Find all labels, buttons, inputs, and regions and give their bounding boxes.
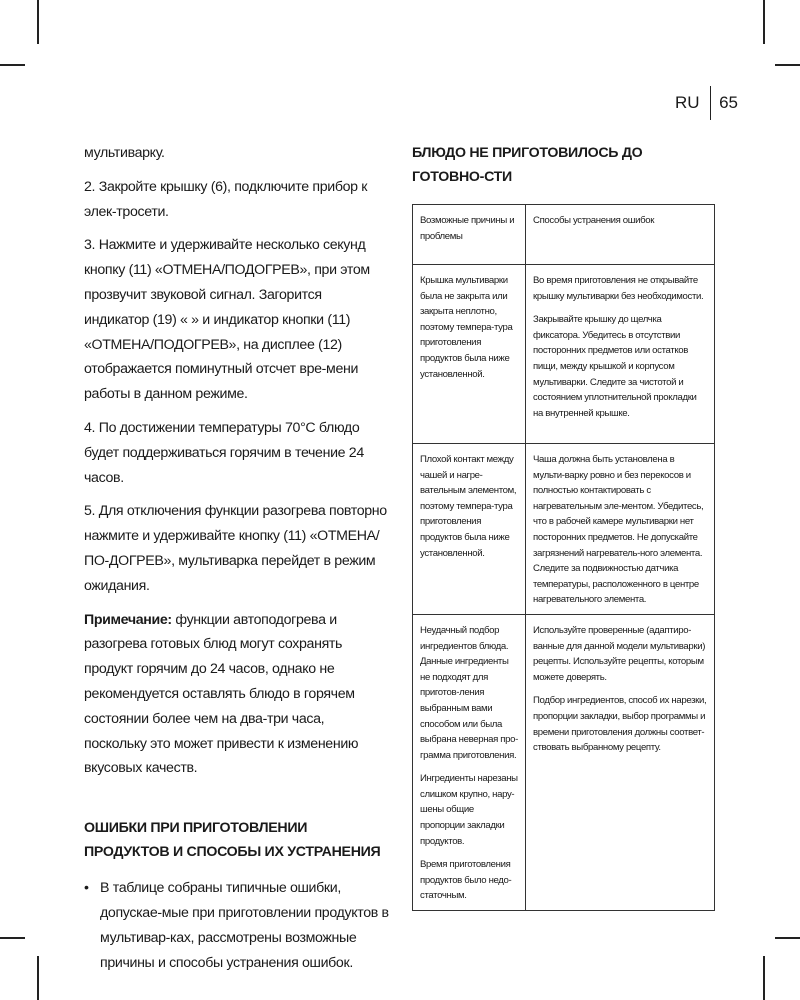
- table-header-cell: Возможные причины и проблемы: [413, 205, 526, 265]
- cause-text: Неудачный подбор ингредиентов блюда. Данные ингредиенты не подходят для приготов-ления выбранным вами способом или была выбрана неверная про-грамма приготовления.: [420, 624, 518, 761]
- crop-mark: [775, 937, 800, 939]
- left-column: [84, 141, 390, 975]
- page-number: 65: [719, 93, 738, 112]
- language-label: RU: [675, 93, 700, 112]
- table-header-row: [413, 205, 715, 265]
- table-row: [413, 614, 715, 910]
- cause-text: Крышка мультиварки была не закрыта или закрыта неплотно, поэтому темпера-тура приготовления продуктов была ниже установленной.: [420, 275, 513, 380]
- note-paragraph: [84, 608, 390, 782]
- note-text: функции автоподогрева и разогрева готовых блюд могут сохранять продукт горячим до 24 часов, однако не рекомендуется оставлять блюдо в горячем состоянии более чем на два-три часа, поскольку это может привести к изменению вкусовых качеств.: [84, 611, 359, 777]
- crop-mark: [775, 64, 800, 66]
- table-row: [413, 444, 715, 615]
- fix-text: Чаша должна быть установлена в мульти-варку ровно и без перекосов и полностью контактировать с нагревательным эле-ментом. Убедитесь, что в рабочей камере мультиварки нет посторонних предметов. Не допускайте загрязнений нагреватель-ного элемента. Следите за подвижностью датчика температуры, расположенного в центре нагревательного элемента.: [533, 454, 704, 606]
- crop-mark: [763, 0, 765, 44]
- paragraph: 3. Нажмите и удерживайте несколько секунд кнопку (11) «ОТМЕНА/ПОДОГРЕВ», при этом прозвучит звуковой сигнал. Загорится индикатор (19) « » и индикатор кнопки (11) «ОТМЕНА/ПОДОГРЕВ», на дисплее (12) отображается поминутный отсчет вре-мени работы в данном режиме.: [84, 237, 370, 403]
- cause-text: Плохой контакт между чашей и нагре-вательным элементом, поэтому темпера-тура приготовления продуктов была ниже установленной.: [420, 454, 517, 559]
- cause-cell: [413, 444, 526, 615]
- crop-mark: [0, 64, 25, 66]
- fix-text: Закрывайте крышку до щелчка фиксатора. Убедитесь в отсутствии посторонних предметов или остатков пищи, между крышкой и корпусом мультиварки. Следите за чистотой и состоянием уплотнительной прокладки на внутренней крышке.: [533, 314, 697, 419]
- cause-text: Время приготовления продуктов было недо-статочным.: [420, 859, 512, 902]
- crop-mark: [37, 0, 39, 44]
- cause-text: Ингредиенты нарезаны слишком крупно, нару-шены общие пропорции закладки продуктов.: [420, 773, 518, 847]
- fix-cell: [526, 265, 715, 444]
- crop-mark: [0, 937, 25, 939]
- page-header: [675, 86, 738, 120]
- paragraph: мультиварку.: [84, 145, 165, 161]
- troubleshooting-table: [412, 204, 715, 911]
- fix-text: Подбор ингредиентов, способ их нарезки, пропорции закладки, выбор программы и времени приготовления должны соответ-ствовать выбранному рецепту.: [533, 695, 707, 754]
- table-heading: БЛЮДО НЕ ПРИГОТОВИЛОСЬ ДО ГОТОВНО-СТИ: [412, 145, 643, 185]
- note-label: Примечание:: [84, 611, 172, 628]
- paragraph: 5. Для отключения функции разогрева повторно нажмите и удерживайте кнопку (11) «ОТМЕНА/ПО-ДОГРЕВ», мультиварка перейдет в режим ожидания.: [84, 503, 387, 594]
- fix-cell: [526, 444, 715, 615]
- cause-cell: [413, 265, 526, 444]
- table-row: [413, 265, 715, 444]
- fix-text: Используйте проверенные (адаптиро-ванные для данной модели мультиварки) рецепты. Используйте рецепты, которым можете доверять.: [533, 624, 706, 683]
- fix-cell: [526, 614, 715, 910]
- paragraph: 4. По достижении температуры 70°С блюдо будет поддерживаться горячим в течение 24 часов.: [84, 419, 364, 486]
- crop-mark: [37, 956, 39, 1000]
- section-heading: ОШИБКИ ПРИ ПРИГОТОВЛЕНИИ ПРОДУКТОВ И СПОСОБЫ ИХ УСТРАНЕНИЯ: [84, 820, 381, 861]
- cause-cell: [413, 614, 526, 910]
- crop-mark: [763, 956, 765, 1000]
- list-item: • В таблице собраны типичные ошибки, допускае-мые при приготовлении продуктов в мультивар-ках, рассмотрены возможные причины и способы устранения ошибок.: [84, 876, 390, 975]
- right-column: [412, 141, 715, 902]
- table-header-cell: Способы устранения ошибок: [526, 205, 715, 265]
- bullet-list: [84, 876, 390, 975]
- paragraph: 2. Закройте крышку (6), подключите прибор к элек-тросети.: [84, 178, 368, 220]
- fix-text: Во время приготовления не открывайте крышку мультиварки без необходимости.: [533, 275, 704, 302]
